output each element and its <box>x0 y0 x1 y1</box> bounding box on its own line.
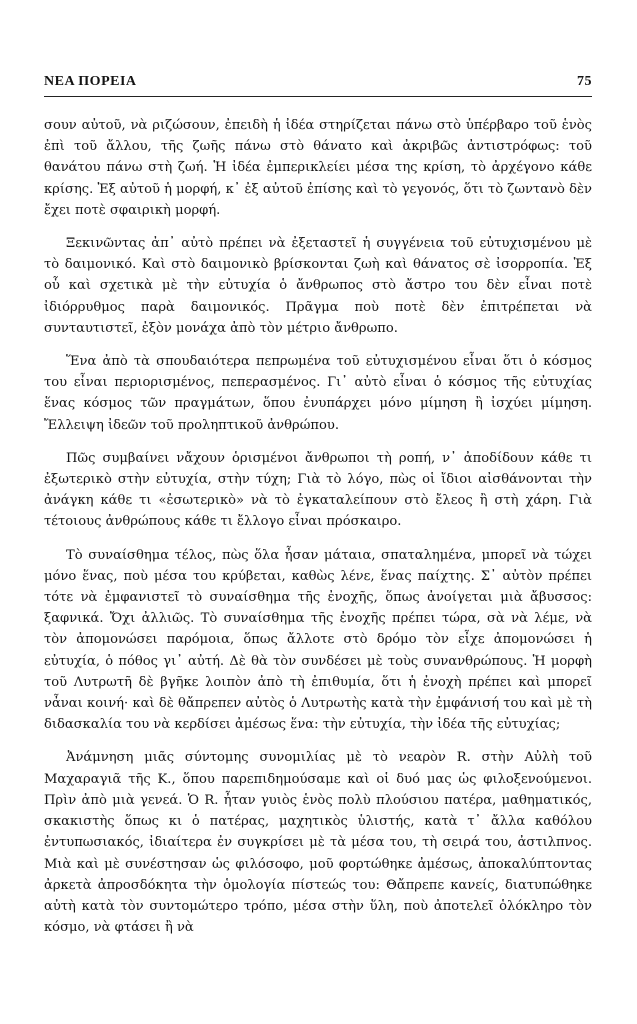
paragraph-2: Ξεκινῶντας ἀπ᾽ αὐτὸ πρέπει νὰ ἐξεταστεῖ ἡ συγγένεια τοῦ εὐτυχισμένου μὲ τὸ δαιμονικό. Καὶ στὸ δαιμονικὸ βρίσκονται ζωὴ καὶ θάνατος σὲ ἰσορροπία. Ἐξ οὗ καὶ σχετικὰ μὲ τὴν εὐτυχία ὁ ἄνθρωπος στὸ ἄστρο του δὲν εἶναι ποτὲ ἰδιόρρυθμος παρὰ δαιμονικός. Πρᾶγμα ποὺ ποτὲ δὲν ἐπιτρέπεται νὰ συνταυτιστεῖ, ἐξὸν μονάχα ἀπὸ τὸν μέτριο ἄνθρωπο. <box>44 236 592 336</box>
paragraph-4: Πῶς συμβαίνει νἄχουν ὁρισμένοι ἄνθρωποι τὴ ροπή, ν᾽ ἀποδίδουν κάθε τι ἐξωτερικὸ στὴν εὐτυχία, στὴν τύχη; Γιὰ τὸ λόγο, πὼς οἱ ἴδιοι αἰσθάνονται τὴν ἀνάγκη κάθε τι «ἐσωτερικὸ» νὰ τὸ ἐγκαταλείπουν στὸ ἔλεος ἢ στὴ χάρη. Γιὰ τέτοιους ἀνθρώπους κάθε τι ἔλλογο εἶναι πρόσκαιρο. <box>44 450 592 530</box>
book-page <box>44 74 592 942</box>
paragraph-1: σουν αὐτοῦ, νὰ ριζώσουν, ἐπειδὴ ἡ ἰδέα στηρίζεται πάνω στὸ ὑπέρβαρο τοῦ ἑνὸς ἐπὶ τοῦ ἄλλου, τῆς ζωῆς πάνω στὸ θάνατο καὶ ἀκριβῶς ἀντιστρόφως: τοῦ θανάτου πάνω στὴ ζωή. Ἡ ἰδέα ἐμπερικλείει μέσα της κρίση, τὸ ἀρχέγονο κάθε κρίσης. Ἐξ αὐτοῦ ἡ μορφή, κ᾽ ἐξ αὐτοῦ ἐπίσης καὶ τὸ γεγονός, ὅτι τὸ ζωντανὸ δὲν ἔχει ποτὲ σφαιρικὴ μορφή. <box>44 118 592 218</box>
running-title: ΝΕΑ ΠΟΡΕΙΑ <box>44 74 137 89</box>
running-header <box>44 74 592 97</box>
page-number: 75 <box>577 74 592 89</box>
paragraph-5: Τὸ συναίσθημα τέλος, πὼς ὅλα ἦσαν μάταια, σπαταλημένα, μπορεῖ νὰ τώχει μόνο ἕνας, ποὺ μέσα του κρύβεται, καθὼς λένε, ἕνας παίχτης. Σ᾽ αὐτὸν πρέπει τότε νὰ ἐμφανιστεῖ τὸ συναίσθημα τῆς ἐνοχῆς, ὅπως ἀνοίγεται μιὰ ἄβυσσος: ξαφνικά. Ὄχι ἀλλιῶς. Τὸ συναίσθημα τῆς ἐνοχῆς πρέπει τώρα, σὰ νὰ λέμε, νὰ τὸν ἀπομονώσει παρόμοια, ὅπως ἄλλοτε στὸ δρόμο τὸν εἶχε ἀπομονώσει ἡ εὐτυχία, ὁ πόθος γι᾽ αὐτή. Δὲ θὰ τὸν συνδέσει μὲ τοὺς συνανθρώπους. Ἡ μορφὴ τοῦ Λυτρωτῆ δὲ βγῆκε λοιπὸν ἀπὸ τὴ ἐπιθυμία, ὅτι ἡ ἐνοχὴ πρέπει καὶ μπορεῖ νἆναι κοινή· καὶ δὲ θἄπρεπεν αὐτὸς ὁ Λυτρωτὴς κατὰ τὴν ἐμφάνισή του καὶ μὲ τὴ διδασκαλία του νὰ κερδίσει ἀμέσως ἕνα: τὴν εὐτυχία, τὴν ἰδέα τῆς εὐτυχίας; <box>44 547 592 733</box>
paragraph-3: Ἕνα ἀπὸ τὰ σπουδαιότερα πεπρωμένα τοῦ εὐτυχισμένου εἶναι ὅτι ὁ κόσμος του εἶναι περιορισμένος, πεπερασμένος. Γι᾽ αὐτὸ εἶναι ὁ κόσμος τῆς εὐτυχίας ἕνας κόσμος τῶν πραγμάτων, ὅπου ἐνυπάρχει μόνο μίμηση ἢ ἰσχύει μίμηση. Ἔλλειψη ἰδεῶν τοῦ προληπτικοῦ ἀνθρώπου. <box>44 354 592 433</box>
paragraph-6: Ἀνάμνηση μιᾶς σύντομης συνομιλίας μὲ τὸ νεαρὸν R. στὴν Αὐλὴ τοῦ Μαχαραγιᾶ τῆς Κ., ὅπου παρεπιδημούσαμε καὶ οἱ δυό μας ὡς φιλοξενούμενοι. Πρὶν ἀπὸ μιὰ γενεά. Ὁ R. ἦταν γυιὸς ἑνὸς πολὺ πλούσιου πατέρα, μαθηματικός, σκακιστὴς ὅπως κι ὁ πατέρας, μαχητικὸς ὑλιστής, κατὰ τ᾽ ἄλλα καθόλου ἐντυπωσιακός, ἰδιαίτερα ἐν συγκρίσει μὲ τὰ μέσα του, τὴ σειρά του, ἀστιλπνος. Μιὰ καὶ μὲ συνέστησαν ὡς φιλόσοφο, μοῦ φορτώθηκε ἀμέσως, ἀποκαλύπτοντας ἀρκετὰ ἀπροσδόκητα τὴν ὁμολογία πίστεώς του: Θἄπρεπε κανείς, διατυπώθηκε αὐτὴ κατὰ τὸν συντομώτερο τρόπο, μέσα στὴν ὕλη, ποὺ ἀποτελεῖ ὁλόκληρο τὸν κόσμο, νὰ φτάσει ἢ νὰ <box>44 750 592 936</box>
